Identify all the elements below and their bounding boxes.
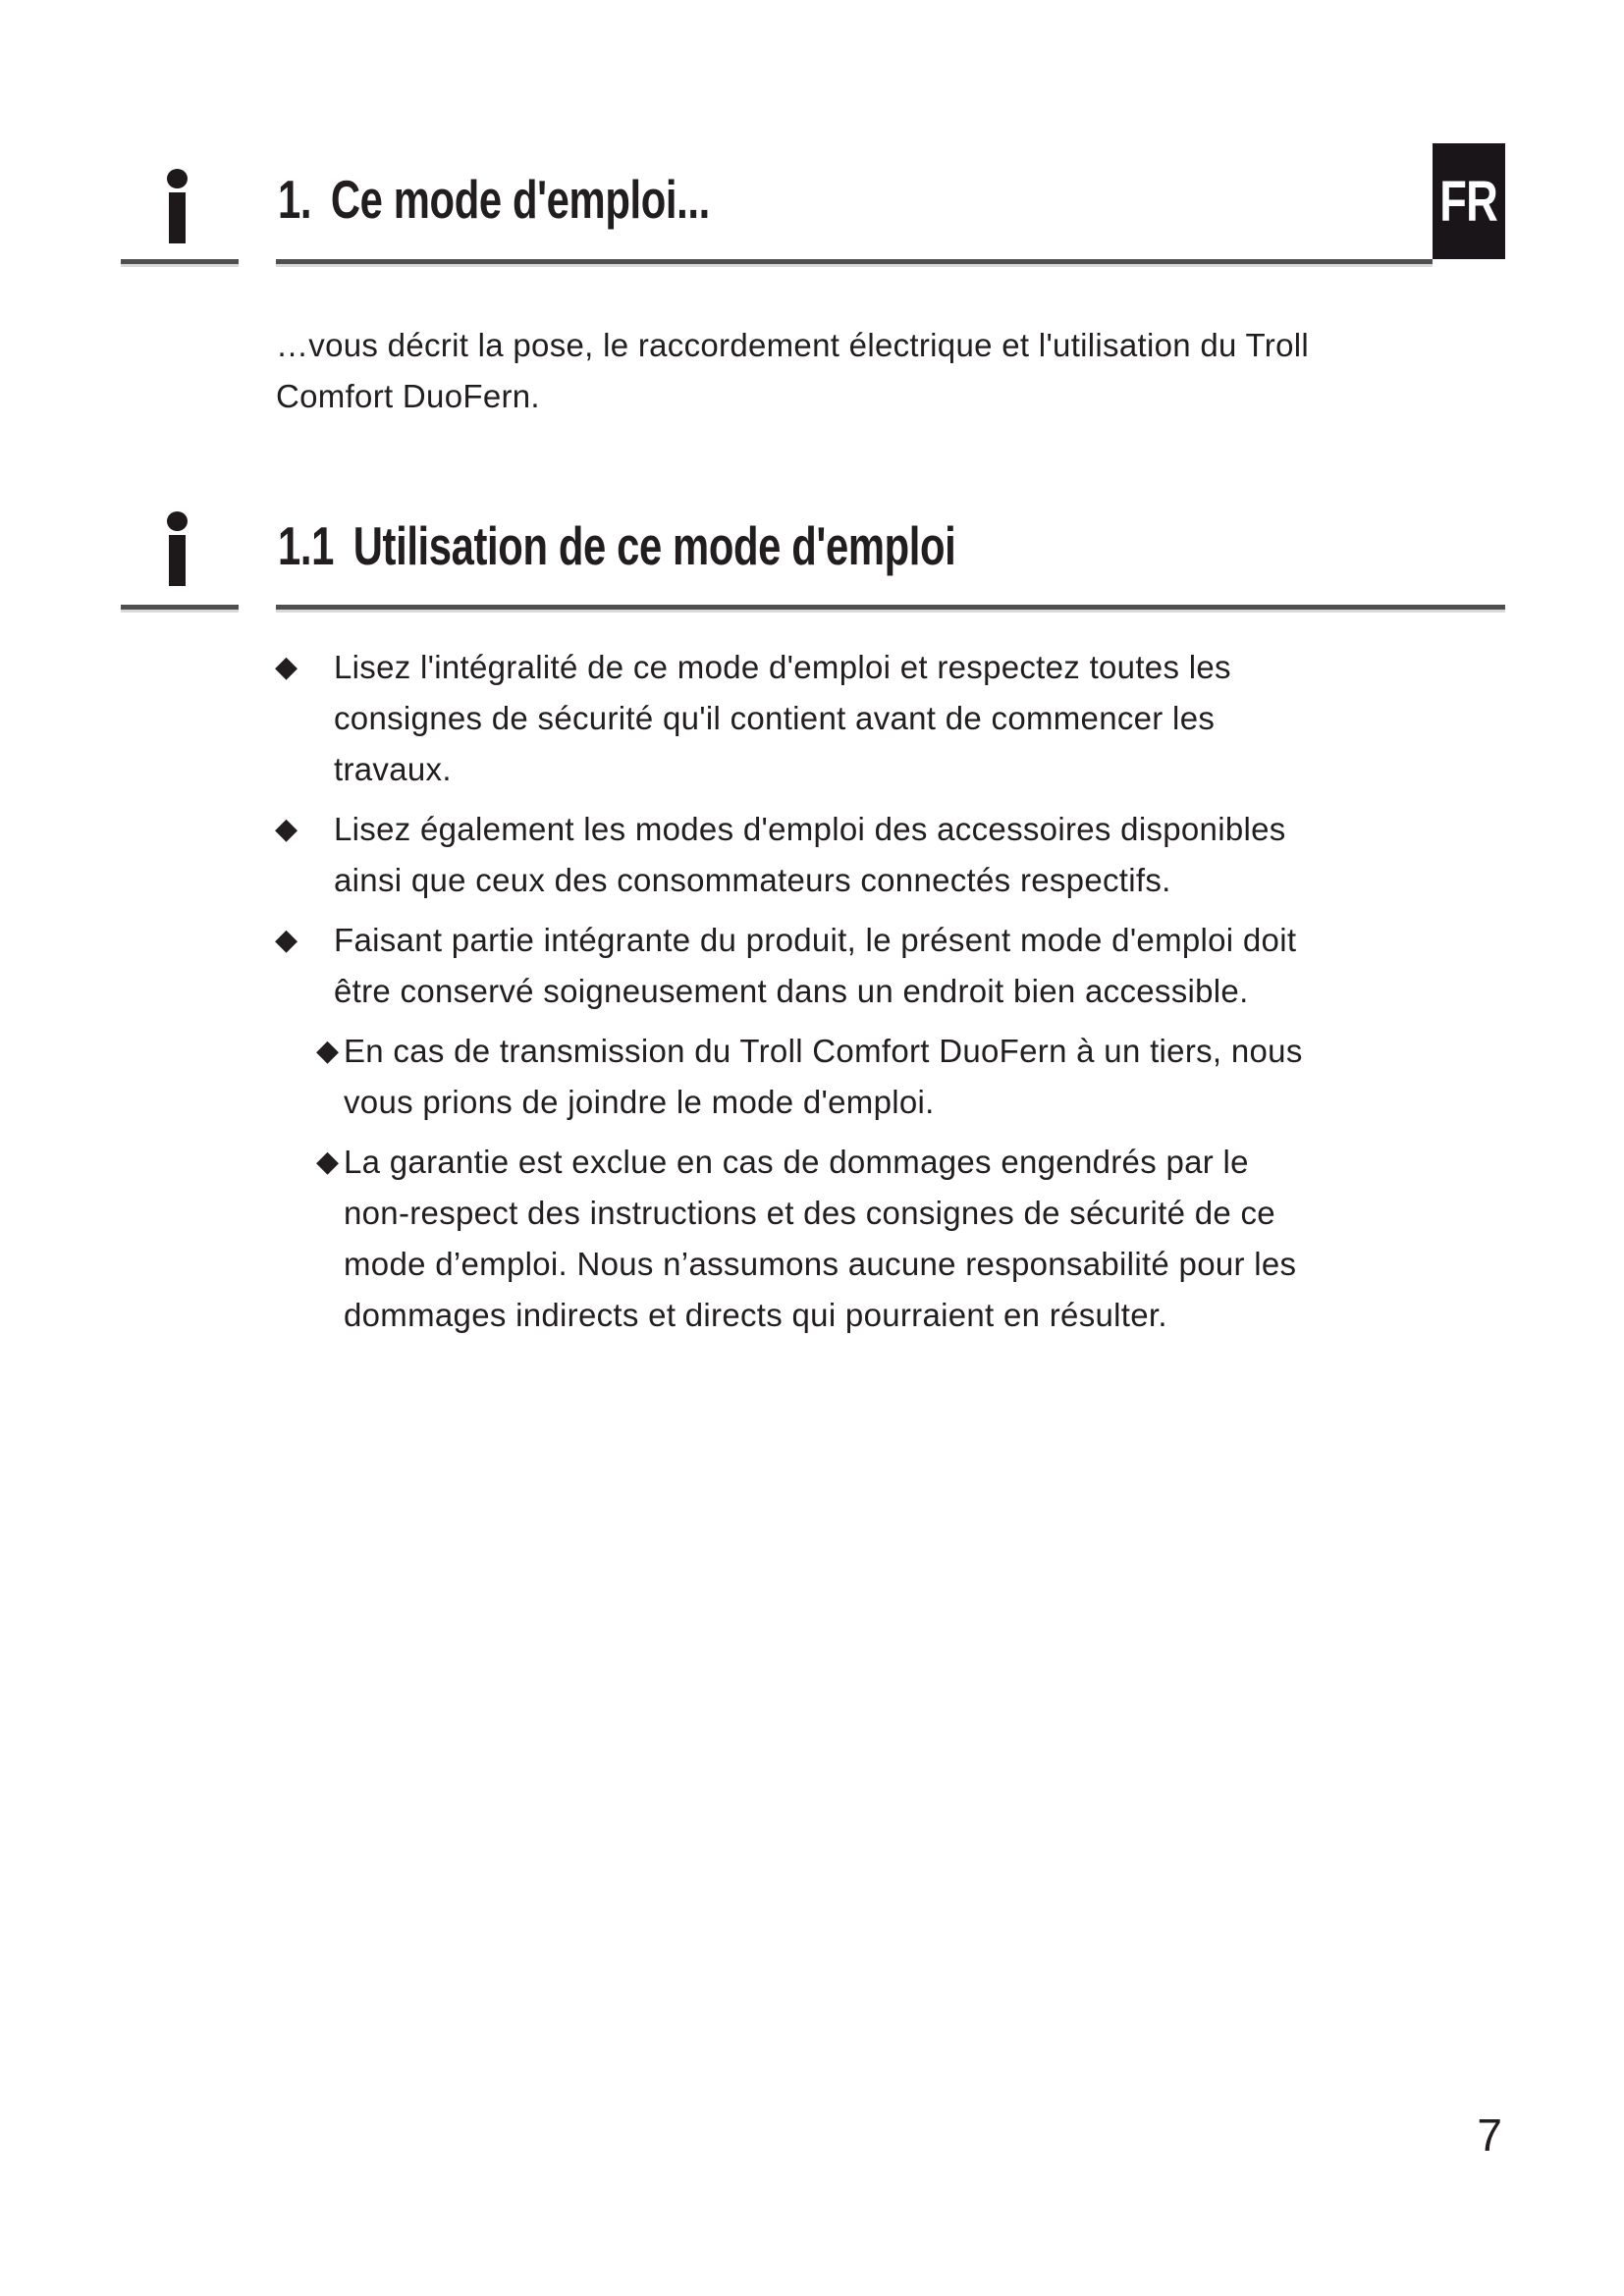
diamond-bullet-icon: ◆	[275, 650, 298, 684]
intro-paragraph	[276, 320, 1309, 422]
text-line: La garantie est exclue en cas de dommages engendrés par le	[344, 1144, 1249, 1180]
text-line: …vous décrit la pose, le raccordement électrique et l'utilisation du Troll	[276, 327, 1309, 363]
language-badge	[1433, 143, 1505, 259]
text-line: dommages indirects et directs qui pourraient en résulter.	[344, 1297, 1167, 1333]
text-line: consignes de sécurité qu'il contient avant de commencer les	[334, 700, 1216, 736]
text-line: Comfort DuoFern.	[276, 378, 540, 414]
section-heading-2	[278, 515, 956, 576]
info-icon-stem	[169, 192, 186, 243]
info-icon-dot	[167, 511, 188, 531]
list-item	[275, 642, 1303, 795]
language-badge-label: FR	[1439, 169, 1498, 234]
text-line: travaux.	[334, 751, 452, 787]
list-item	[275, 1137, 1303, 1341]
text-line: Lisez également les modes d'emploi des accessoires disponibles	[334, 811, 1286, 847]
bullet-list	[275, 642, 1303, 1350]
heading-rule-long-1	[276, 259, 1433, 264]
heading-number: 1.	[278, 169, 312, 230]
info-icon-stem	[169, 535, 186, 586]
diamond-bullet-icon: ◆	[275, 923, 298, 957]
info-icon-dot	[167, 169, 188, 188]
heading-number: 1.1	[278, 515, 334, 576]
diamond-bullet-icon: ◆	[275, 812, 298, 846]
heading-title: Utilisation de ce mode d'emploi	[352, 515, 956, 576]
text-line: ainsi que ceux des consommateurs connectés respectifs.	[334, 862, 1171, 898]
list-item	[275, 804, 1303, 906]
diamond-bullet-icon: ◆	[316, 1145, 340, 1179]
text-line: mode d’emploi. Nous n’assumons aucune responsabilité pour les	[344, 1246, 1297, 1282]
heading-rule-short-2	[121, 605, 239, 610]
text-line: En cas de transmission du Troll Comfort DuoFern à un tiers, nous	[344, 1033, 1303, 1069]
list-item	[275, 915, 1303, 1017]
text-line: Lisez l'intégralité de ce mode d'emploi et respectez toutes les	[334, 649, 1231, 685]
text-line: Faisant partie intégrante du produit, le présent mode d'emploi doit	[334, 922, 1297, 958]
heading-rule-long-2	[276, 605, 1505, 610]
list-item	[275, 1026, 1303, 1128]
heading-rule-short-1	[121, 259, 239, 264]
info-icon	[160, 511, 193, 586]
info-icon	[160, 169, 193, 243]
text-line: vous prions de joindre le mode d'emploi.	[344, 1084, 935, 1120]
diamond-bullet-icon: ◆	[316, 1034, 340, 1068]
page-number: 7	[1477, 2109, 1502, 2161]
text-line: être conservé soigneusement dans un endroit bien accessible.	[334, 973, 1249, 1009]
heading-title: Ce mode d'emploi...	[330, 169, 710, 230]
section-heading-1	[278, 169, 710, 230]
text-line: non-respect des instructions et des consignes de sécurité de ce	[344, 1195, 1275, 1231]
